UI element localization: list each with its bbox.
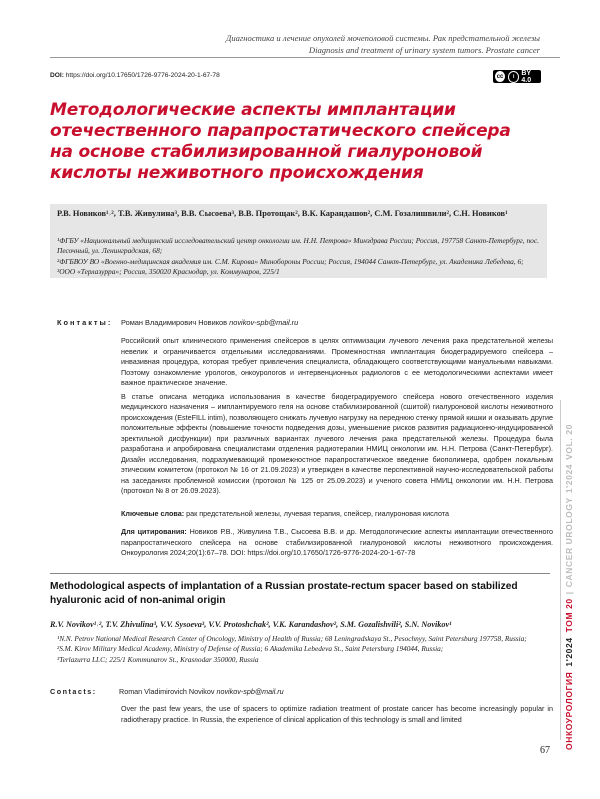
contact-email[interactable]: novikov-spb@mail.ru: [229, 318, 299, 327]
keywords-text: рак предстательной железы, лучевая терапия, спейсер, гиалуроновая кислота: [186, 509, 449, 518]
contacts-label: Контакты:: [57, 318, 113, 327]
contacts-en: [50, 687, 284, 696]
citation-label: Для цитирования:: [121, 527, 187, 536]
header-divider: [50, 57, 560, 58]
contacts-value: [119, 687, 284, 696]
sidebar-issue: 1'2024: [564, 637, 574, 667]
authors-en: R.V. Novikov¹˒², T.V. Zhivulina³, V.V. Sysoeva³, V.V. Protoshchak², V.K. Karandashov², S.M. Gozalishvili², S.N. Novikov¹: [50, 620, 452, 629]
article-title-en: Methodological aspects of implantation of a Russian prostate-rectum spacer based on stabilized hyaluronic acid of non-animal origin: [50, 581, 518, 606]
sidebar-issue-en: 1'2024: [564, 463, 574, 494]
affiliation-item: ³ООО «Терлазурра»; Россия, 350020 Краснодар, ул. Коммунаров, 225/1: [57, 266, 280, 276]
authors-ru: Р.В. Новиков¹˒², Т.В. Живулина³, В.В. Сысоева³, В.В. Протощак², В.К. Карандашов², С.М. Гозалишвили², С.Н. Новиков¹: [57, 209, 508, 218]
article-title-ru: Методологические аспекты имплантации отечественного парапростатического спейсера на основе стабилизированной гиалуроновой кислоты неживотного происхождения: [50, 100, 511, 183]
affiliation-item: ²ФГБВОУ ВО «Военно-медицинская академия им. С.М. Кирова» Минобороны России; Россия, 194044 Санкт-Петербург, ул. Академика Лебедева, 6;: [57, 256, 524, 266]
abstract-paragraph: Российский опыт клинического применения спейсеров в целях оптимизации лучевого лечения рака предстательной железы невелик и ограничивается отдельными исследованиями. Промежностная имплантация биодеградируемого спейсера – инвазивная процедура, которая требует привлечения специалиста, обладающего соответствующими мануальными навыками. Поэтому ознакомление урологов, онкоурологов и интервенционных радиологов с ее методологическими аспектами имеет важное практическое значение.: [121, 336, 553, 387]
abstract-en: Over the past few years, the use of spacers to optimize radiation treatment of prostate cancer has become increasingly popular in radiotherapy practice. In Russia, the experience of clinical application of this technology is small and limited: [121, 704, 553, 724]
sidebar-volume-en: VOL. 20: [564, 424, 574, 460]
keywords-label: Ключевые слова:: [121, 509, 185, 518]
journal-sidebar: [556, 390, 586, 750]
doi-link[interactable]: https://doi.org/10.17650/1726-9776-2024-20-1-67-78: [65, 72, 220, 79]
affiliation-item: ¹N.N. Petrov National Medical Research Center of Oncology, Ministry of Health of Russia; 68 Leningradskaya St., Pesochnyy, Saint Petersburg 197758, Russia;: [57, 634, 527, 643]
sidebar-journal-en: CANCER UROLOGY: [564, 497, 574, 588]
affiliations-en: [57, 634, 542, 665]
sidebar-separator: |: [564, 591, 574, 595]
contacts-label: Contacts:: [50, 687, 97, 696]
affiliation-item: ¹ФГБУ «Национальный медицинский исследовательский центр онкологии им. Н.Н. Петрова» Минздрава России; Россия, 197758 Санкт-Петербург, пос. Песочный, ул. Ленинградская, 68;: [57, 236, 540, 256]
doi-line: [50, 72, 220, 79]
affiliations-ru: [57, 236, 542, 277]
page-number: 67: [540, 745, 550, 756]
affiliation-item: ²S.M. Kirov Military Medical Academy, Ministry of Defense of Russia; 6 Akademika Lebedeva St., Saint Petersburg 194044, Russia;: [57, 644, 444, 654]
sidebar-volume-ru: ТОМ 20: [564, 598, 574, 633]
license-badge[interactable]: [493, 70, 541, 83]
contact-email[interactable]: novikov-spb@mail.ru: [216, 687, 284, 696]
doi-label: DOI:: [50, 72, 64, 79]
abstract-ru: [121, 336, 553, 500]
cc-icon: cc: [495, 71, 505, 82]
running-header-ru: Диагностика и лечение опухолей мочеполовой системы. Рак предстательной железы: [225, 33, 540, 43]
contact-name: Роман Владимирович Новиков: [121, 318, 228, 327]
running-header-en: Diagnosis and treatment of urinary system tumors. Prostate cancer: [308, 45, 540, 55]
section-divider: [50, 573, 550, 574]
affiliation-item: ³Terlazurra LLC; 225/1 Kommunarov St., Krasnodar 350000, Russia: [57, 654, 259, 664]
keywords-ru: [121, 509, 553, 520]
citation-text: Новиков Р.В., Живулина Т.В., Сысоева В.В. и др. Методологические аспекты имплантации отечественного парапростатического спейсера на основе стабилизированной гиалуроновой кислоты неживотного происхождения. Онкоурология 2024;20(1):67–78. DOI: https://doi.org/10.17650/1726-9776-2024-20-1-67-78: [121, 527, 554, 557]
contact-name: Roman Vladimirovich Novikov: [119, 687, 215, 696]
license-text: BY 4.0: [521, 69, 532, 84]
citation-ru: [121, 527, 553, 559]
abstract-paragraph: В статье описана методика использования в качестве биодеградируемого спейсера нового отечественного изделия медицинского назначения – имплантируемого геля на основе стабилизированной (сшитой) гиалуроновой кислоты неживотного происхождения (EsteFILL intim), позволяющего снижать лучевую нагрузку на переднюю стенку прямой кишки и оказывать другие положительные эффекты (повышение точности подведения дозы, уменьшение рисков развития радиационно-индуцированной эректильной дисфункции) при различных вариантах лучевого лечения рака предстательной железы. Процедура была разработана и апробирована специалистами отделения радиотерапии НМИЦ онкологии им. Н.Н. Петрова (Санкт-Петербург). Дизайн исследования, подразумевающий промежностное парапростатическое введение биополимера, одобрен локальным этическим комитетом (протокол № 16 от 21.09.2023) и утвержден в качестве перспективной научно-исследовательской работы на заседаниях проблемной комиссии (протокол № 125 от 25.09.2023) и ученого совета НМИЦ онкологии им. Н.Н. Петрова (протокол № 8 от 26.09.2023).: [121, 391, 553, 495]
sidebar-journal-ru: ОНКОУРОЛОГИЯ: [564, 671, 574, 750]
person-icon: i: [508, 71, 519, 83]
contacts-value: [121, 318, 298, 327]
contacts-ru: [57, 318, 299, 327]
sidebar-text: [564, 390, 574, 750]
